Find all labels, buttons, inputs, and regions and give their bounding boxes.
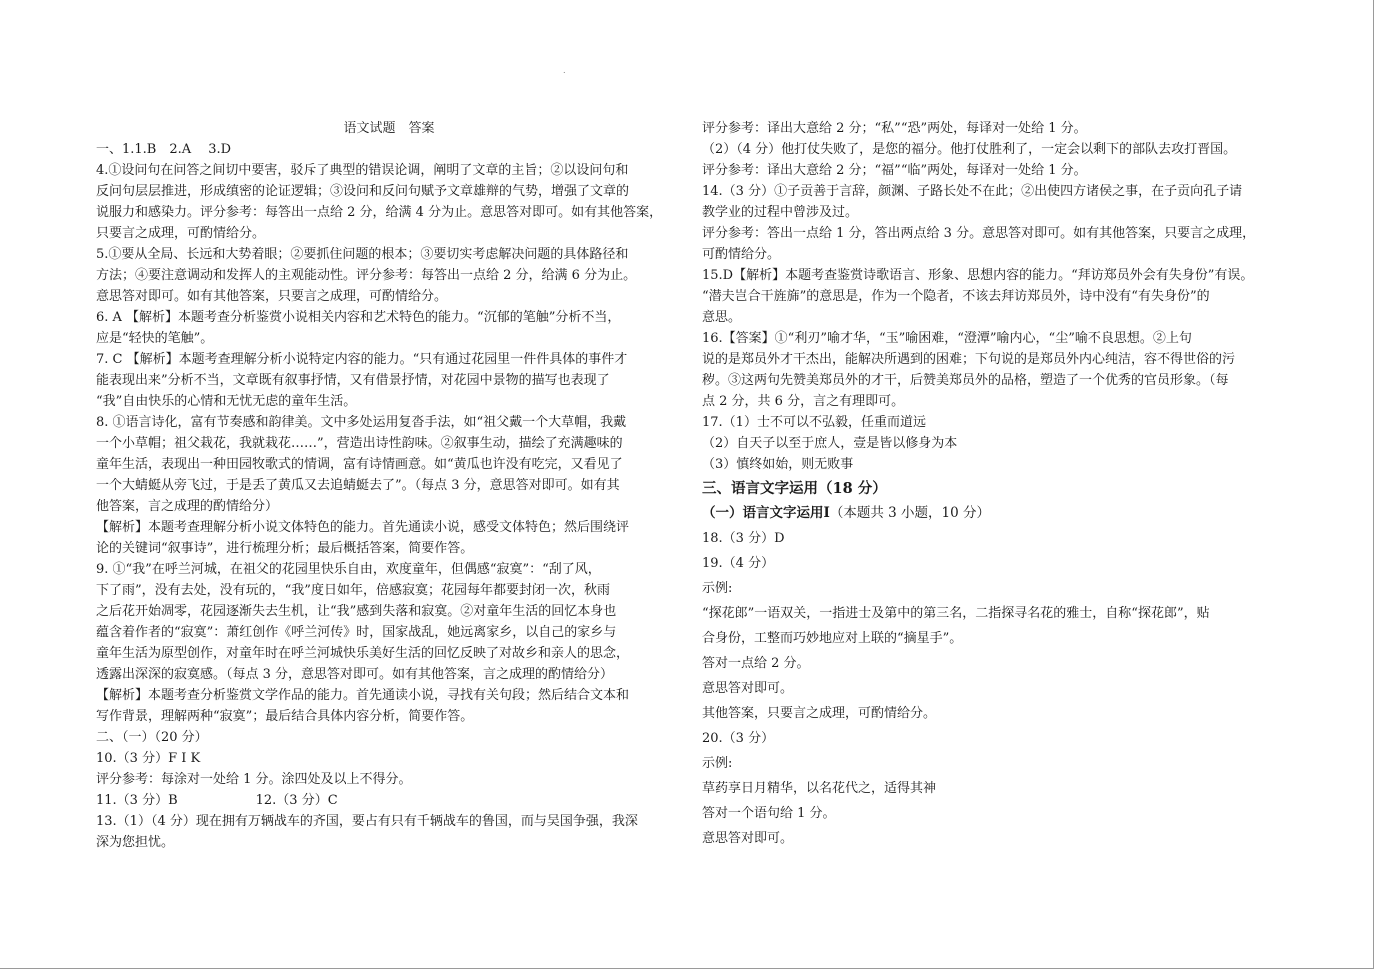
text-line: 写作背景，理解两种“寂寞”；最后结合具体内容分析，简要作答。 bbox=[96, 709, 474, 724]
right-answer-text bbox=[702, 118, 1289, 475]
subsection-note: （本题共 3 小题，10 分） bbox=[829, 505, 990, 521]
text-line: 说的是郑员外才干杰出，能解决所遇到的困难；下句说的是郑员外内心纯洁，容不得世俗的污 bbox=[702, 352, 1236, 367]
text-line: 点 2 分，共 6 分，言之有理即可。 bbox=[702, 394, 905, 409]
text-line: 意思。 bbox=[702, 310, 742, 325]
text-line: 15.D【解析】本题考查鉴赏诗歌语言、形象、思想内容的能力。“拜访郑员外会有失身份”有误。 bbox=[702, 268, 1254, 283]
text-line: 蕴含着作者的“寂寞”：萧红创作《呼兰河传》时，国家战乱，她远离家乡，以自己的家乡与 bbox=[96, 625, 617, 640]
right-column bbox=[702, 118, 1289, 851]
text-line: 答对一点给 2 分。 bbox=[702, 656, 810, 671]
text-line: 16.【答案】①“利刃”喻才华，“玉”喻困难，“澄潭”喻内心，“尘”喻不良思想。②上句 bbox=[702, 331, 1192, 346]
text-line: 深为您担忧。 bbox=[96, 835, 175, 850]
section-three-heading: 三、语言文字运用（18 分） bbox=[702, 480, 887, 497]
text-line: 其他答案，只要言之成理，可酌情给分。 bbox=[702, 706, 937, 721]
text-line: “我”自由快乐的心情和无忧无虑的童年生活。 bbox=[96, 394, 357, 409]
text-line: （2）自天子以至于庶人，壹是皆以修身为本 bbox=[702, 436, 958, 451]
text-line: 之后花开始凋零，花园逐渐失去生机，让“我”感到失落和寂寞。②对童年生活的回忆本身也 bbox=[96, 604, 617, 619]
text-line: 答对一个语句给 1 分。 bbox=[702, 806, 836, 821]
text-line: 4.①设问句在问答之间切中要害，驳斥了典型的错误论调，阐明了文章的主旨；②以设问句和 bbox=[96, 163, 629, 178]
text-line: 童年生活，表现出一种田园牧歌式的情调，富有诗情画意。如“黄瓜也许没有吃完，又看见了 bbox=[96, 457, 623, 472]
text-line: 【解析】本题考查分析鉴赏文学作品的能力。首先通读小说，寻找有关句段；然后结合文本和 bbox=[96, 688, 630, 703]
text-line: 17.（1）士不可以不弘毅，任重而道远 bbox=[702, 415, 926, 430]
text-line: （3）慎终如始，则无败事 bbox=[702, 457, 854, 472]
text-line: 一个小草帽；祖父栽花，我就栽花……”，营造出诗性韵味。②叙事生动，描绘了充满趣味的 bbox=[96, 436, 623, 451]
document-title: 语文试题 答案 bbox=[343, 121, 435, 136]
text-line: 合身份，工整而巧妙地应对上联的“摘星手”。 bbox=[702, 631, 963, 646]
text-line: 能表现出来”分析不当，文章既有叙事抒情，又有借景抒情，对花园中景物的描写也表现了 bbox=[96, 373, 610, 388]
left-column bbox=[96, 118, 682, 853]
text-line: 可酌情给分。 bbox=[702, 247, 781, 262]
text-line: 示例: bbox=[702, 581, 733, 596]
header-mark: . bbox=[563, 66, 566, 75]
text-line: 13.（1）（4 分）现在拥有万辆战车的齐国，要占有只有千辆战车的鲁国，而与吴国争强，我深 bbox=[96, 814, 638, 829]
text-line: 一、1.1.B 2.A 3.D bbox=[96, 142, 232, 157]
left-answer-text bbox=[96, 139, 682, 853]
text-line: 14.（3 分）①子贡善于言辞，颜渊、子路长处不在此；②出使四方诸侯之事，在子贡向孔子请 bbox=[702, 184, 1243, 199]
text-line: 童年生活为原型创作，对童年时在呼兰河城快乐美好生活的回忆反映了对故乡和亲人的思念， bbox=[96, 646, 630, 661]
text-line: 评分参考：译出大意给 2 分；“福”“临”两处，每译对一处给 1 分。 bbox=[702, 163, 1087, 178]
text-line: 8. ①语言诗化，富有节奏感和韵律美。文中多处运用复沓手法，如“祖父戴一个大草帽，我戴 bbox=[96, 415, 627, 430]
language-use-answers bbox=[702, 526, 1289, 851]
text-line: 评分参考：答出一点给 1 分，答出两点给 3 分。意思答对即可。如有其他答案，只要言之成理， bbox=[702, 226, 1256, 241]
text-line: 10.（3 分）F I K bbox=[96, 751, 201, 766]
text-line: 7. C 【解析】本题考查理解分析小说特定内容的能力。“只有通过花园里一件件具体的事件才 bbox=[96, 352, 628, 367]
text-line: 秽。③这两句先赞美郑员外的才干，后赞美郑员外的品格，塑造了一个优秀的官员形象。（每 bbox=[702, 373, 1229, 388]
text-line: 评分参考：每涂对一处给 1 分。涂四处及以上不得分。 bbox=[96, 772, 412, 787]
text-line: 下了雨”，没有去处，没有玩的，“我”度日如年，倍感寂寞；花园每年都要封闭一次，秋雨 bbox=[96, 583, 610, 598]
text-line: 一个大蜻蜓从旁飞过，于是丢了黄瓜又去追蜻蜓去了”。（每点 3 分，意思答对即可。如有其 bbox=[96, 478, 620, 493]
text-line: 20.（3 分） bbox=[702, 731, 775, 746]
text-line: 评分参考：译出大意给 2 分；“私”“恐”两处，每译对一处给 1 分。 bbox=[702, 121, 1087, 136]
text-line: 9. ①“我”在呼兰河城，在祖父的花园里快乐自由，欢度童年，但偶感“寂寞”：“刮了风， bbox=[96, 562, 601, 577]
text-line: 反问句层层推进，形成缜密的论证逻辑；③设问和反问句赋予文章雄辩的气势，增强了文章的 bbox=[96, 184, 630, 199]
text-line: 6. A 【解析】本题考查分析鉴赏小说相关内容和艺术特色的能力。“沉郁的笔触”分析不当， bbox=[96, 310, 621, 325]
text-line: 二、（一）（20 分） bbox=[96, 730, 208, 745]
text-line: “潜夫岂合干旌旆”的意思是，作为一个隐者，不该去拜访郑员外，诗中没有“有失身份”的 bbox=[702, 289, 1210, 304]
text-line: 意思答对即可。如有其他答案，只要言之成理，可酌情给分。 bbox=[96, 289, 448, 304]
text-line: 意思答对即可。 bbox=[702, 831, 794, 846]
text-line: 【解析】本题考查理解分析小说文体特色的能力。首先通读小说，感受文体特色；然后围绕评 bbox=[96, 520, 630, 535]
text-line: 教学业的过程中曾涉及过。 bbox=[702, 205, 859, 220]
text-line: （2）（4 分）他打仗失败了，是您的福分。他打仗胜利了，一定会以剩下的部队去攻打晋国。 bbox=[702, 142, 1237, 157]
subsection-title: （一）语言文字运用Ⅰ bbox=[702, 505, 830, 521]
text-line: 他答案，言之成理的酌情给分） bbox=[96, 499, 279, 514]
text-line: 19.（4 分） bbox=[702, 556, 775, 571]
text-line: 说服力和感染力。评分参考：每答出一点给 2 分，给满 4 分为止。意思答对即可。如有其他答案， bbox=[96, 205, 663, 220]
text-line: 透露出深深的寂寞感。（每点 3 分，意思答对即可。如有其他答案，言之成理的酌情给分） bbox=[96, 667, 614, 682]
text-line: 11.（3 分）B 12.（3 分）C bbox=[96, 793, 338, 808]
text-line: “探花郎”一语双关，一指进士及第中的第三名，二指探寻名花的雅士，自称“探花郎”，贴 bbox=[702, 606, 1210, 621]
text-line: 5.①要从全局、长远和大势着眼；②要抓住问题的根本；③要切实考虑解决问题的具体路径和 bbox=[96, 247, 629, 262]
text-line: 草药享日月精华，以名花代之，适得其神 bbox=[702, 781, 937, 796]
text-line: 只要言之成理，可酌情给分。 bbox=[96, 226, 266, 241]
text-line: 论的关键词“叙事诗”，进行梳理分析；最后概括答案，简要作答。 bbox=[96, 541, 474, 556]
text-line: 示例: bbox=[702, 756, 733, 771]
text-line: 应是“轻快的笔触”。 bbox=[96, 331, 214, 346]
text-line: 方法；④要注意调动和发挥人的主观能动性。评分参考：每答出一点给 2 分，给满 6 分为止。 bbox=[96, 268, 637, 283]
subsection-heading bbox=[702, 501, 1289, 526]
text-line: 意思答对即可。 bbox=[702, 681, 794, 696]
text-line: 18.（3 分）D bbox=[702, 531, 785, 546]
